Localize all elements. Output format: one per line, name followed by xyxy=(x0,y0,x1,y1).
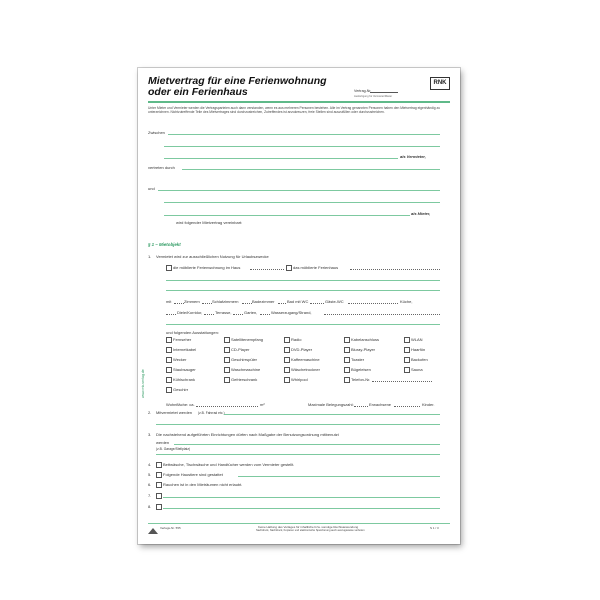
vermieter-line-1[interactable] xyxy=(168,134,440,135)
document-title: Mietvertrag für eine Ferienwohnung oder ein Ferienhaus xyxy=(148,75,327,98)
equipment-label: Radio xyxy=(291,337,302,342)
item-3-line-1[interactable] xyxy=(174,444,440,445)
telefon-field[interactable] xyxy=(372,381,432,382)
item-7-line[interactable] xyxy=(163,497,440,498)
equipment-label: Wecker xyxy=(173,357,187,362)
item-6-checkbox[interactable] xyxy=(156,482,162,488)
vereinbart-label: wird folgender Mietvertrag vereinbart: xyxy=(176,220,243,225)
item-8-line[interactable] xyxy=(163,508,440,509)
haus-label: das möblierte Ferienhaus xyxy=(293,265,339,270)
item-3-hint: (z.B. Garage/Stellplatz) xyxy=(156,447,191,451)
item-7-number: 7. xyxy=(148,493,152,498)
item-1-number: 1. xyxy=(148,254,152,259)
equipment-checkbox[interactable] xyxy=(224,367,230,373)
als-vermieter-label: als Vermieter, xyxy=(400,154,426,159)
zwischen-label: Zwischen xyxy=(148,130,165,135)
address-line-1[interactable] xyxy=(166,280,440,281)
footer-logo-icon xyxy=(148,528,158,534)
wasser-label: Wasserzugang/Strand, xyxy=(271,310,312,315)
als-mieter-label: als Mieter, xyxy=(411,211,431,216)
equipment-checkbox[interactable] xyxy=(344,357,350,363)
item-2-line-2[interactable] xyxy=(156,424,440,425)
schlafzimmer-label: Schlafzimmern xyxy=(212,299,239,304)
equipment-label: Geschirr xyxy=(173,387,189,392)
item-6-number: 6. xyxy=(148,482,152,487)
equipment-label: Wäschetrockner xyxy=(291,367,320,372)
bad-wc-label: Bad mit WC xyxy=(287,299,309,304)
kueche-count[interactable] xyxy=(348,303,398,304)
vertreten-line[interactable] xyxy=(182,169,440,170)
equipment-checkbox[interactable] xyxy=(224,347,230,353)
item-3-text: Die nachstehend aufgeführten Einrichtungen dürfen nach Maßgabe der Benutzungsordnung mitbenutzt xyxy=(156,432,339,437)
item-2-number: 2. xyxy=(148,410,152,415)
erwachsene-field[interactable] xyxy=(354,406,368,407)
intro-text: Unter Mieter und Vermieter werden die Vertragsparteien auch dann verstanden, wenn es aus mehreren Personen bestehen. Alle im Vertrag genannten Personen haben den Mietvertrag eigenhändig zu unterzeichnen. Nichtzutreffende Teile des Mietvertrages sind durchzustreichen, Zutreffendes ist anzukreuzen, freie Stellen sind auszufüllen oder durchzustreichen. xyxy=(148,106,440,115)
equipment-checkbox[interactable] xyxy=(344,367,350,373)
item-5-text: Folgende Haustiere sind gestattet xyxy=(163,472,223,477)
gaeste-wc-label: Gäste-WC xyxy=(325,299,344,304)
equipment-label: Staubsauger xyxy=(173,367,196,372)
item-8-number: 8. xyxy=(148,504,152,509)
mieter-line-2[interactable] xyxy=(164,202,440,203)
item-2-line-1[interactable] xyxy=(224,414,440,415)
footer-page: S 1 / 3 xyxy=(430,526,439,530)
equipment-checkbox[interactable] xyxy=(404,357,410,363)
equipment-label: Kabelanschluss xyxy=(351,337,380,342)
vermieter-line-3[interactable] xyxy=(164,158,398,159)
equipment-label: Bügeleisen xyxy=(351,367,371,372)
equipment-checkbox[interactable] xyxy=(404,367,410,373)
publisher-logo: RNK xyxy=(430,77,450,90)
equipment-checkbox[interactable] xyxy=(284,337,290,343)
mieter-line-3[interactable] xyxy=(164,215,410,216)
ausstattung-label: und folgenden Ausstattungen: xyxy=(166,330,219,335)
item-5-checkbox[interactable] xyxy=(156,472,162,478)
haus-checkbox[interactable] xyxy=(286,265,292,271)
item-4-number: 4. xyxy=(148,462,152,467)
equipment-checkbox[interactable] xyxy=(284,357,290,363)
wasser-count[interactable] xyxy=(260,314,270,315)
item-2-hint: (z.B. Fahrrad etc.) xyxy=(198,411,225,415)
wohnung-field[interactable] xyxy=(250,269,284,270)
equipment-label: Satellitenempfang xyxy=(231,337,264,342)
item-4-text: Bettwäsche, Tischwäsche und Handtücher werden vom Vermieter gestellt. xyxy=(163,462,295,467)
equipment-checkbox[interactable] xyxy=(224,357,230,363)
equipment-label: Internetkabel xyxy=(173,347,197,352)
equipment-checkbox[interactable] xyxy=(404,347,410,353)
equipment-label: Geschirrspüler xyxy=(231,357,258,362)
schlafzimmer-count[interactable] xyxy=(202,303,212,304)
contract-sheet xyxy=(138,68,460,544)
zimmer-count[interactable] xyxy=(174,303,184,304)
wohnflaeche-field[interactable] xyxy=(196,406,258,407)
equipment-label: Telefon-Nr. xyxy=(351,377,371,382)
equipment-label: Sauna xyxy=(411,367,423,372)
item-8-checkbox[interactable] xyxy=(156,504,162,510)
mieter-line-1[interactable] xyxy=(158,190,440,191)
item-5-line[interactable] xyxy=(238,476,440,477)
item-6-text: Rauchen ist in den Mieträumen nicht erlaubt. xyxy=(163,482,243,487)
equipment-label: CD-Player xyxy=(231,347,250,352)
zimmer-label: Zimmern xyxy=(184,299,200,304)
rooms-extra-line[interactable] xyxy=(166,324,440,325)
equipment-checkbox[interactable] xyxy=(166,337,172,343)
badezimmer-label: Badezimmer xyxy=(252,299,275,304)
equipment-label: Haarfön xyxy=(411,347,426,352)
wohnung-label: die möblierte Ferienwohnung im Haus xyxy=(173,265,241,270)
und-label: und xyxy=(148,186,155,191)
item-7-checkbox[interactable] xyxy=(156,493,162,499)
equipment-label: DVD-Player xyxy=(291,347,313,352)
ausfertigung-label: Ausfertigung für Vermieter/Mieter xyxy=(354,95,393,98)
haus-field[interactable] xyxy=(350,269,440,270)
item-3-line-2[interactable] xyxy=(156,454,440,455)
address-line-2[interactable] xyxy=(166,290,440,291)
kueche-label: Küche, xyxy=(400,299,413,304)
equipment-label: Toaster xyxy=(351,357,365,362)
item-3-number: 3. xyxy=(148,432,152,437)
kinder-field[interactable] xyxy=(394,406,420,407)
m2-label: m² xyxy=(260,402,265,407)
kinder-label: Kinder. xyxy=(422,402,435,407)
equipment-checkbox[interactable] xyxy=(224,337,230,343)
vertrag-nr-label: Vertrag-Nr. xyxy=(354,89,372,93)
equipment-checkbox[interactable] xyxy=(344,347,350,353)
badezimmer-count[interactable] xyxy=(242,303,252,304)
equipment-checkbox[interactable] xyxy=(284,377,290,383)
side-url: www.rnk-verlag.de xyxy=(141,369,145,398)
equipment-checkbox[interactable] xyxy=(166,357,172,363)
vertreten-label: vertreten durch xyxy=(148,165,175,170)
equipment-label: Backofen xyxy=(411,357,428,362)
erwachsene-label: Erwachsene xyxy=(369,402,392,407)
equipment-checkbox[interactable] xyxy=(166,387,172,393)
footer-note-1: Keine Haftung des Verlages für inhaltliche bzw. sonstige Rechtsanwendung xyxy=(258,525,359,529)
footer-divider xyxy=(148,523,450,524)
item-5-number: 5. xyxy=(148,472,152,477)
item-1-text: Vermietet wird zur ausschließlichen Nutzung für Urlaubszwecke xyxy=(156,254,269,259)
terrasse-label: Terrasse, xyxy=(215,310,232,315)
equipment-label: Bluray-Player xyxy=(351,347,376,352)
wohnflaeche-label: Wohnfläche: ca. xyxy=(166,402,195,407)
section-1-title: § 1 – Mietobjekt xyxy=(148,242,181,247)
equipment-checkbox[interactable] xyxy=(404,337,410,343)
equipment-checkbox[interactable] xyxy=(344,377,350,383)
equipment-label: Kühlschrank xyxy=(173,377,196,382)
rooms-extra-field[interactable] xyxy=(324,314,440,315)
equipment-checkbox[interactable] xyxy=(166,347,172,353)
vermieter-line-2[interactable] xyxy=(164,146,440,147)
equipment-label: Waschmaschine xyxy=(231,367,261,372)
equipment-checkbox[interactable] xyxy=(166,367,172,373)
bad-wc-count[interactable] xyxy=(278,303,286,304)
equipment-label: Whirlpool xyxy=(291,377,308,382)
equipment-checkbox[interactable] xyxy=(284,367,290,373)
terrasse-count[interactable] xyxy=(204,314,214,315)
header-divider xyxy=(148,101,450,103)
equipment-label: Fernseher xyxy=(173,337,192,342)
equipment-checkbox[interactable] xyxy=(344,337,350,343)
item-4-checkbox[interactable] xyxy=(156,462,162,468)
footer-note-2: Nachdruck, Nachdruck, Kopieren und elektronische Speicherung auch auszugsweise verboten xyxy=(256,529,365,532)
equipment-label: Kaffeemaschine xyxy=(291,357,320,362)
diele-label: Diele/Korridor, xyxy=(177,310,203,315)
garten-label: Garten, xyxy=(244,310,258,315)
mit-label: mit xyxy=(166,299,172,304)
wohnung-checkbox[interactable] xyxy=(166,265,172,271)
equipment-label: WLAN xyxy=(411,337,423,342)
vertrag-nr-field[interactable] xyxy=(370,92,398,93)
item-3-werden: werden xyxy=(156,440,170,445)
item-2-label: Mitvermietet werden xyxy=(156,410,193,415)
belegung-label: Maximale Belegungszahl: xyxy=(308,402,354,407)
gaeste-wc-count[interactable] xyxy=(310,303,324,304)
diele-count[interactable] xyxy=(166,314,176,315)
garten-count[interactable] xyxy=(233,314,243,315)
equipment-label: Gefrierschrank xyxy=(231,377,258,382)
equipment-checkbox[interactable] xyxy=(224,377,230,383)
equipment-checkbox[interactable] xyxy=(284,347,290,353)
footer-order-nr: Verlags-Nr. 555 xyxy=(160,526,181,530)
equipment-checkbox[interactable] xyxy=(166,377,172,383)
